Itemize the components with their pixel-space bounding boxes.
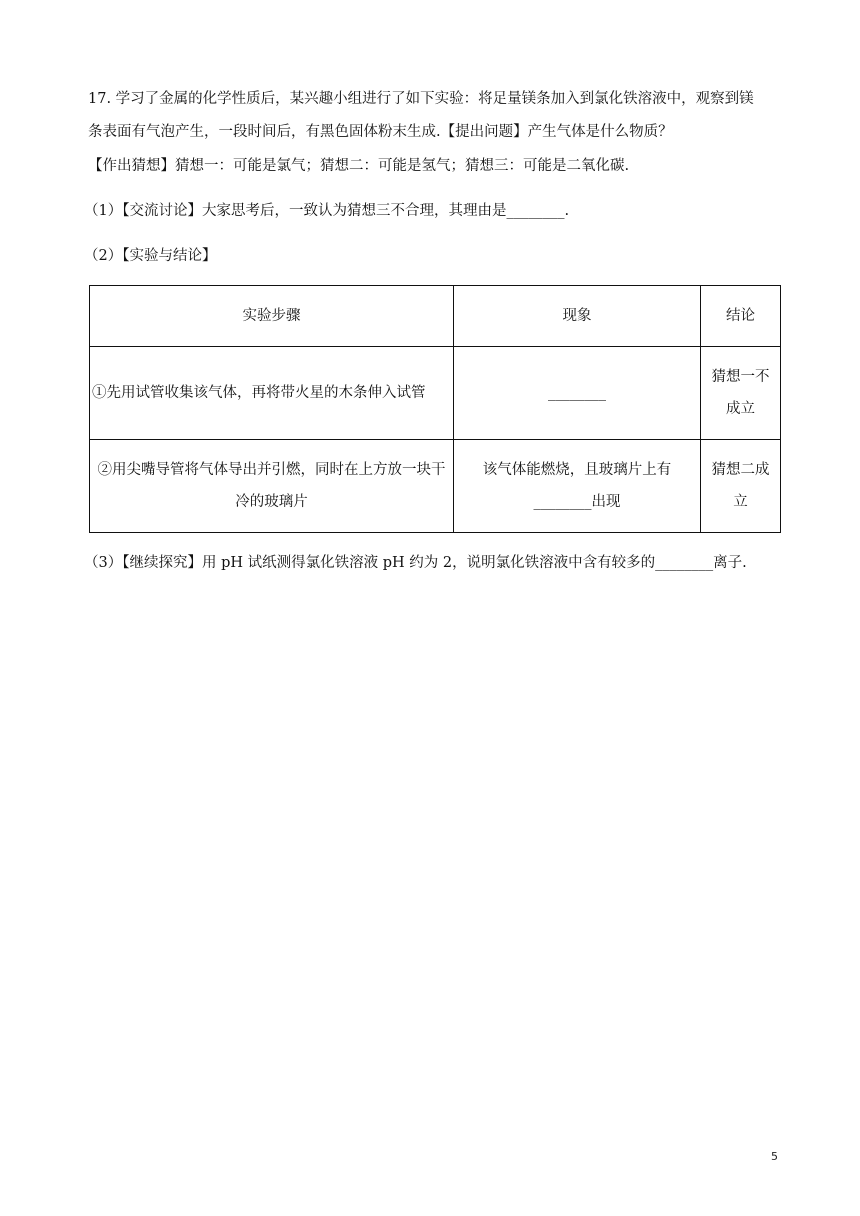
conclusion-cell: 猜想一不成立 — [701, 347, 781, 440]
part-2-heading: （2）【实验与结论】 — [84, 248, 217, 264]
part-1-discussion: （1）【交流讨论】大家思考后，一致认为猜想三不合理，其理由是________. — [84, 203, 570, 219]
table-row — [90, 440, 781, 533]
header-conclusion: 结论 — [701, 286, 781, 347]
part-3-further-inquiry: （3）【继续探究】用 pH 试纸测得氯化铁溶液 pH 约为 2，说明氯化铁溶液中含有较多的________离子. — [84, 555, 747, 571]
table-header-row — [90, 286, 781, 347]
conclusion-cell: 猜想二成立 — [701, 440, 781, 533]
header-step: 实验步骤 — [90, 286, 454, 347]
step-cell: ①先用试管收集该气体，再将带火星的木条伸入试管 — [90, 347, 454, 440]
question-text-line-1: 17. 学习了金属的化学性质后，某兴趣小组进行了如下实验：将足量镁条加入到氯化铁溶液中，观察到镁 — [88, 91, 754, 107]
step-cell: ②用尖嘴导管将气体导出并引燃，同时在上方放一块干冷的玻璃片 — [90, 440, 454, 533]
header-phenomenon: 现象 — [454, 286, 701, 347]
question-text-line-2: 条表面有气泡产生，一段时间后，有黑色固体粉末生成.【提出问题】产生气体是什么物质？ — [88, 124, 673, 140]
hypothesis-text: 【作出猜想】猜想一：可能是氯气；猜想二：可能是氢气；猜想三：可能是二氧化碳. — [88, 158, 630, 174]
experiment-table — [89, 285, 781, 533]
table-row — [90, 347, 781, 440]
page-number: 5 — [771, 1150, 778, 1163]
phenomenon-cell: 该气体能燃烧，且玻璃片上有________出现 — [454, 440, 701, 533]
phenomenon-blank: ________ — [454, 347, 701, 440]
